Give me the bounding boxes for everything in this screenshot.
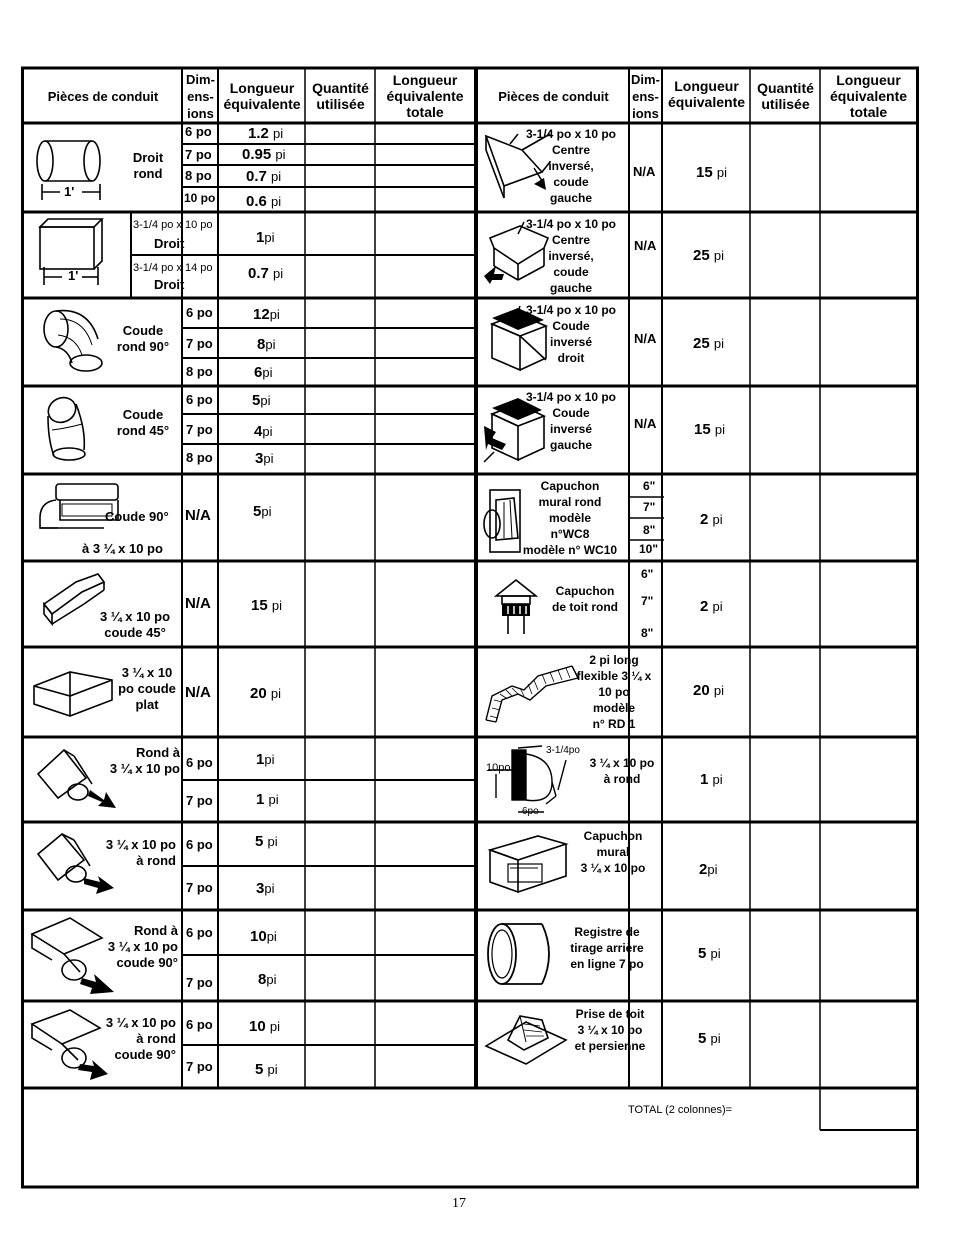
dim-rond-a-rect-90-6: 6 po (186, 925, 213, 940)
dim-mark-10: 10po (486, 762, 511, 774)
dim-coude-inv-gauche: N/A (634, 416, 657, 431)
len-droit-rond-8: 0.7 pi (246, 168, 282, 185)
len-capuchon-toit-rond: 2 pi (700, 598, 723, 615)
round-elbow-90-icon (38, 305, 106, 377)
total-input-box[interactable] (821, 1090, 915, 1129)
dim-rond-a-rect-6: 6 po (186, 755, 213, 770)
len-rond-a-rect-6: 1pi (256, 751, 275, 768)
len-rect-a-rond-7: 3pi (256, 880, 275, 897)
label-coude-rond-90: Coude rond 90° (116, 323, 170, 354)
header-dims-left: Dim- ens- ions (186, 72, 215, 121)
dim-coude-plat-na: N/A (185, 684, 211, 701)
len-coude-90: 5pi (253, 503, 272, 520)
len-prise-toit: 5 pi (698, 1030, 721, 1047)
len-droit-rond-6: 1.2 pi (248, 125, 284, 142)
label-centre-inv-2: 3-1/4 po x 10 po Centre inversé, coude gauche (525, 217, 617, 295)
len-coude-45-6: 5pi (252, 392, 271, 409)
label-capuchon-toit-rond: Capuchon de toit rond (552, 584, 618, 614)
page-number: 17 (452, 1196, 466, 1211)
dim-droit-10: 3-1/4 po x 10 po (133, 219, 213, 231)
dim-droit-rond-7: 7 po (185, 147, 212, 162)
len-coude-90-8: 6pi (254, 364, 273, 381)
dim-rect-a-rond-7: 7 po (186, 880, 213, 895)
dim-centre-inv-2: N/A (634, 238, 657, 253)
header-dims-right: Dim- ens- ions (631, 72, 660, 121)
len-coude-inv-droit: 25 pi (693, 335, 724, 352)
dim-rond-a-rect-90-7: 7 po (186, 975, 213, 990)
dim-rond-a-rect-7: 7 po (186, 793, 213, 808)
header-totale-right: Longueur équivalente totale (829, 72, 908, 120)
label-rect-a-rond: 3 ¼ x 10 po à rond (105, 837, 176, 868)
label-coude-45: 3 ¼ x 10 po coude 45° (99, 609, 171, 640)
label-rond-a-rect-90: Rond à 3 ¼ x 10 po coude 90° (107, 923, 178, 970)
dim-coude-90-8: 8 po (186, 364, 213, 379)
len-rect-a-rond-90-7: 5 pi (255, 1061, 278, 1078)
dim-mark-3-14: 3-1/4po (546, 745, 580, 756)
label-coude-90: Coude 90° (105, 509, 169, 524)
header-longueur-left: Longueur équivalente (223, 80, 301, 112)
dim-coude-45-8: 8 po (186, 450, 213, 465)
label-rect-a-rond-90: 3 ¼ x 10 po à rond coude 90° (105, 1015, 176, 1062)
dim-mark-1ft-rect: 1' (68, 268, 79, 283)
len-coude-90-7: 8pi (257, 336, 276, 353)
len-coude-45-7: 4pi (254, 423, 273, 440)
dim-droit-rond-6: 6 po (185, 124, 212, 139)
len-flexible: 20 pi (693, 682, 724, 699)
len-rond-a-rect-90-6: 10pi (250, 928, 277, 945)
label-registre: Registre de tirage arrière en ligne 7 po (570, 925, 644, 971)
header-quantite-right: Quantité utilisée (757, 80, 814, 112)
len-registre: 5 pi (698, 945, 721, 962)
dim-rect-a-rond-90-6: 6 po (186, 1017, 213, 1032)
label-flexible: 2 pi long flexible 3 ¼ x 10 po modèle n° RD 1 (576, 653, 652, 731)
len-coude-90-6: 12pi (253, 306, 280, 323)
header-pieces-left: Pièces de conduit (47, 89, 159, 104)
label-coude-inv-droit: 3-1/4 po x 10 po Coude inversé droit (525, 303, 617, 365)
dim-coude-90-7: 7 po (186, 336, 213, 351)
len-capuchon-mural-rond: 2 pi (700, 511, 723, 528)
len-droit-rond-7: 0.95 pi (242, 146, 286, 163)
dim-wc-6: 6" (643, 479, 656, 493)
header-longueur-right: Longueur équivalente (667, 78, 746, 110)
dim-centre-inv-1: N/A (633, 164, 656, 179)
label-centre-inv-1: 3-1/4 po x 10 po Centre inversé, coude gauche (525, 127, 617, 205)
len-capuchon-mural: 2pi (699, 861, 718, 878)
len-rect-a-rond-90-6: 10 pi (249, 1018, 280, 1035)
total-label: TOTAL (2 colonnes)= (628, 1104, 733, 1116)
dim-mark-6: 6po (522, 806, 539, 817)
len-coude-45: 15 pi (251, 597, 282, 614)
len-coude-plat: 20 pi (250, 685, 281, 702)
header-quantite-left: Quantité utilisée (312, 80, 369, 112)
len-rect-a-rond-right: 1 pi (700, 771, 723, 788)
len-coude-inv-gauche: 15 pi (694, 421, 725, 438)
len-droit-14: 0.7 pi (248, 265, 284, 282)
round-elbow-45-icon (40, 390, 104, 466)
dim-wc-7: 7" (643, 500, 656, 514)
dim-toit-6: 6" (641, 567, 654, 581)
dim-coude-45-na: N/A (185, 595, 211, 612)
dim-toit-7: 7" (641, 594, 654, 608)
dim-mark-1ft: 1' (64, 184, 75, 199)
damper-icon (484, 916, 560, 992)
len-droit-10: 1pi (256, 229, 275, 246)
dim-droit-rond-10: 10 po (184, 191, 216, 205)
len-rond-a-rect-90-7: 8pi (258, 971, 277, 988)
dim-rect-a-rond-6: 6 po (186, 837, 213, 852)
label-coude-90-size: à 3 ¼ x 10 po (82, 541, 163, 556)
dim-coude-90-6: 6 po (186, 305, 213, 320)
label-coude-plat: 3 ¼ x 10 po coude plat (118, 665, 176, 712)
roof-jack-icon (484, 1006, 568, 1066)
len-rond-a-rect-7: 1 pi (256, 791, 279, 808)
dim-droit-rond-8: 8 po (185, 168, 212, 183)
wall-cap-icon (486, 830, 572, 900)
dim-toit-8: 8" (641, 626, 654, 640)
flat-elbow-icon (32, 660, 116, 724)
len-centre-inv-2: 25 pi (693, 247, 724, 264)
label-droit-rond: Droit rond (132, 150, 164, 181)
dim-wc-10: 10" (639, 542, 659, 556)
label-rond-a-rect: Rond à 3 ¼ x 10 po (109, 745, 180, 776)
len-droit-rond-10: 0.6 pi (246, 193, 282, 210)
label-rect-a-rond-right: 3 ¼ x 10 po à rond (589, 756, 655, 786)
label-droit-10: Droit (154, 236, 185, 251)
header-pieces-right: Pièces de conduit (498, 89, 609, 104)
header-totale-left: Longueur équivalente totale (386, 72, 464, 120)
rect-elbow-90-icon (34, 478, 124, 536)
dim-droit-14: 3-1/4 po x 14 po (133, 262, 213, 274)
label-prise-toit: Prise de toit 3 ¼ x 10 po et persienne (574, 1007, 646, 1053)
label-coude-inv-gauche: 3-1/4 po x 10 po Coude inversé gauche (525, 390, 617, 452)
dim-wc-8: 8" (643, 523, 656, 537)
label-coude-rond-45: Coude rond 45° (116, 407, 170, 438)
dim-coude-45-7: 7 po (186, 422, 213, 437)
label-capuchon-mural: Capuchon mural 3 ¼ x 10 po (580, 829, 646, 875)
dim-rect-a-rond-90-7: 7 po (186, 1059, 213, 1074)
dim-coude-90-na: N/A (185, 507, 211, 524)
dim-coude-45-6: 6 po (186, 392, 213, 407)
len-rect-a-rond-6: 5 pi (255, 833, 278, 850)
len-coude-45-8: 3pi (255, 450, 274, 467)
label-droit-14: Droit (154, 277, 185, 292)
dim-coude-inv-droit: N/A (634, 331, 657, 346)
round-roof-cap-icon (492, 574, 540, 638)
len-centre-inv-1: 15 pi (696, 164, 727, 181)
label-capuchon-mural-rond: Capuchon mural rond modèle n°WC8 modèle n° WC10 (522, 479, 618, 557)
